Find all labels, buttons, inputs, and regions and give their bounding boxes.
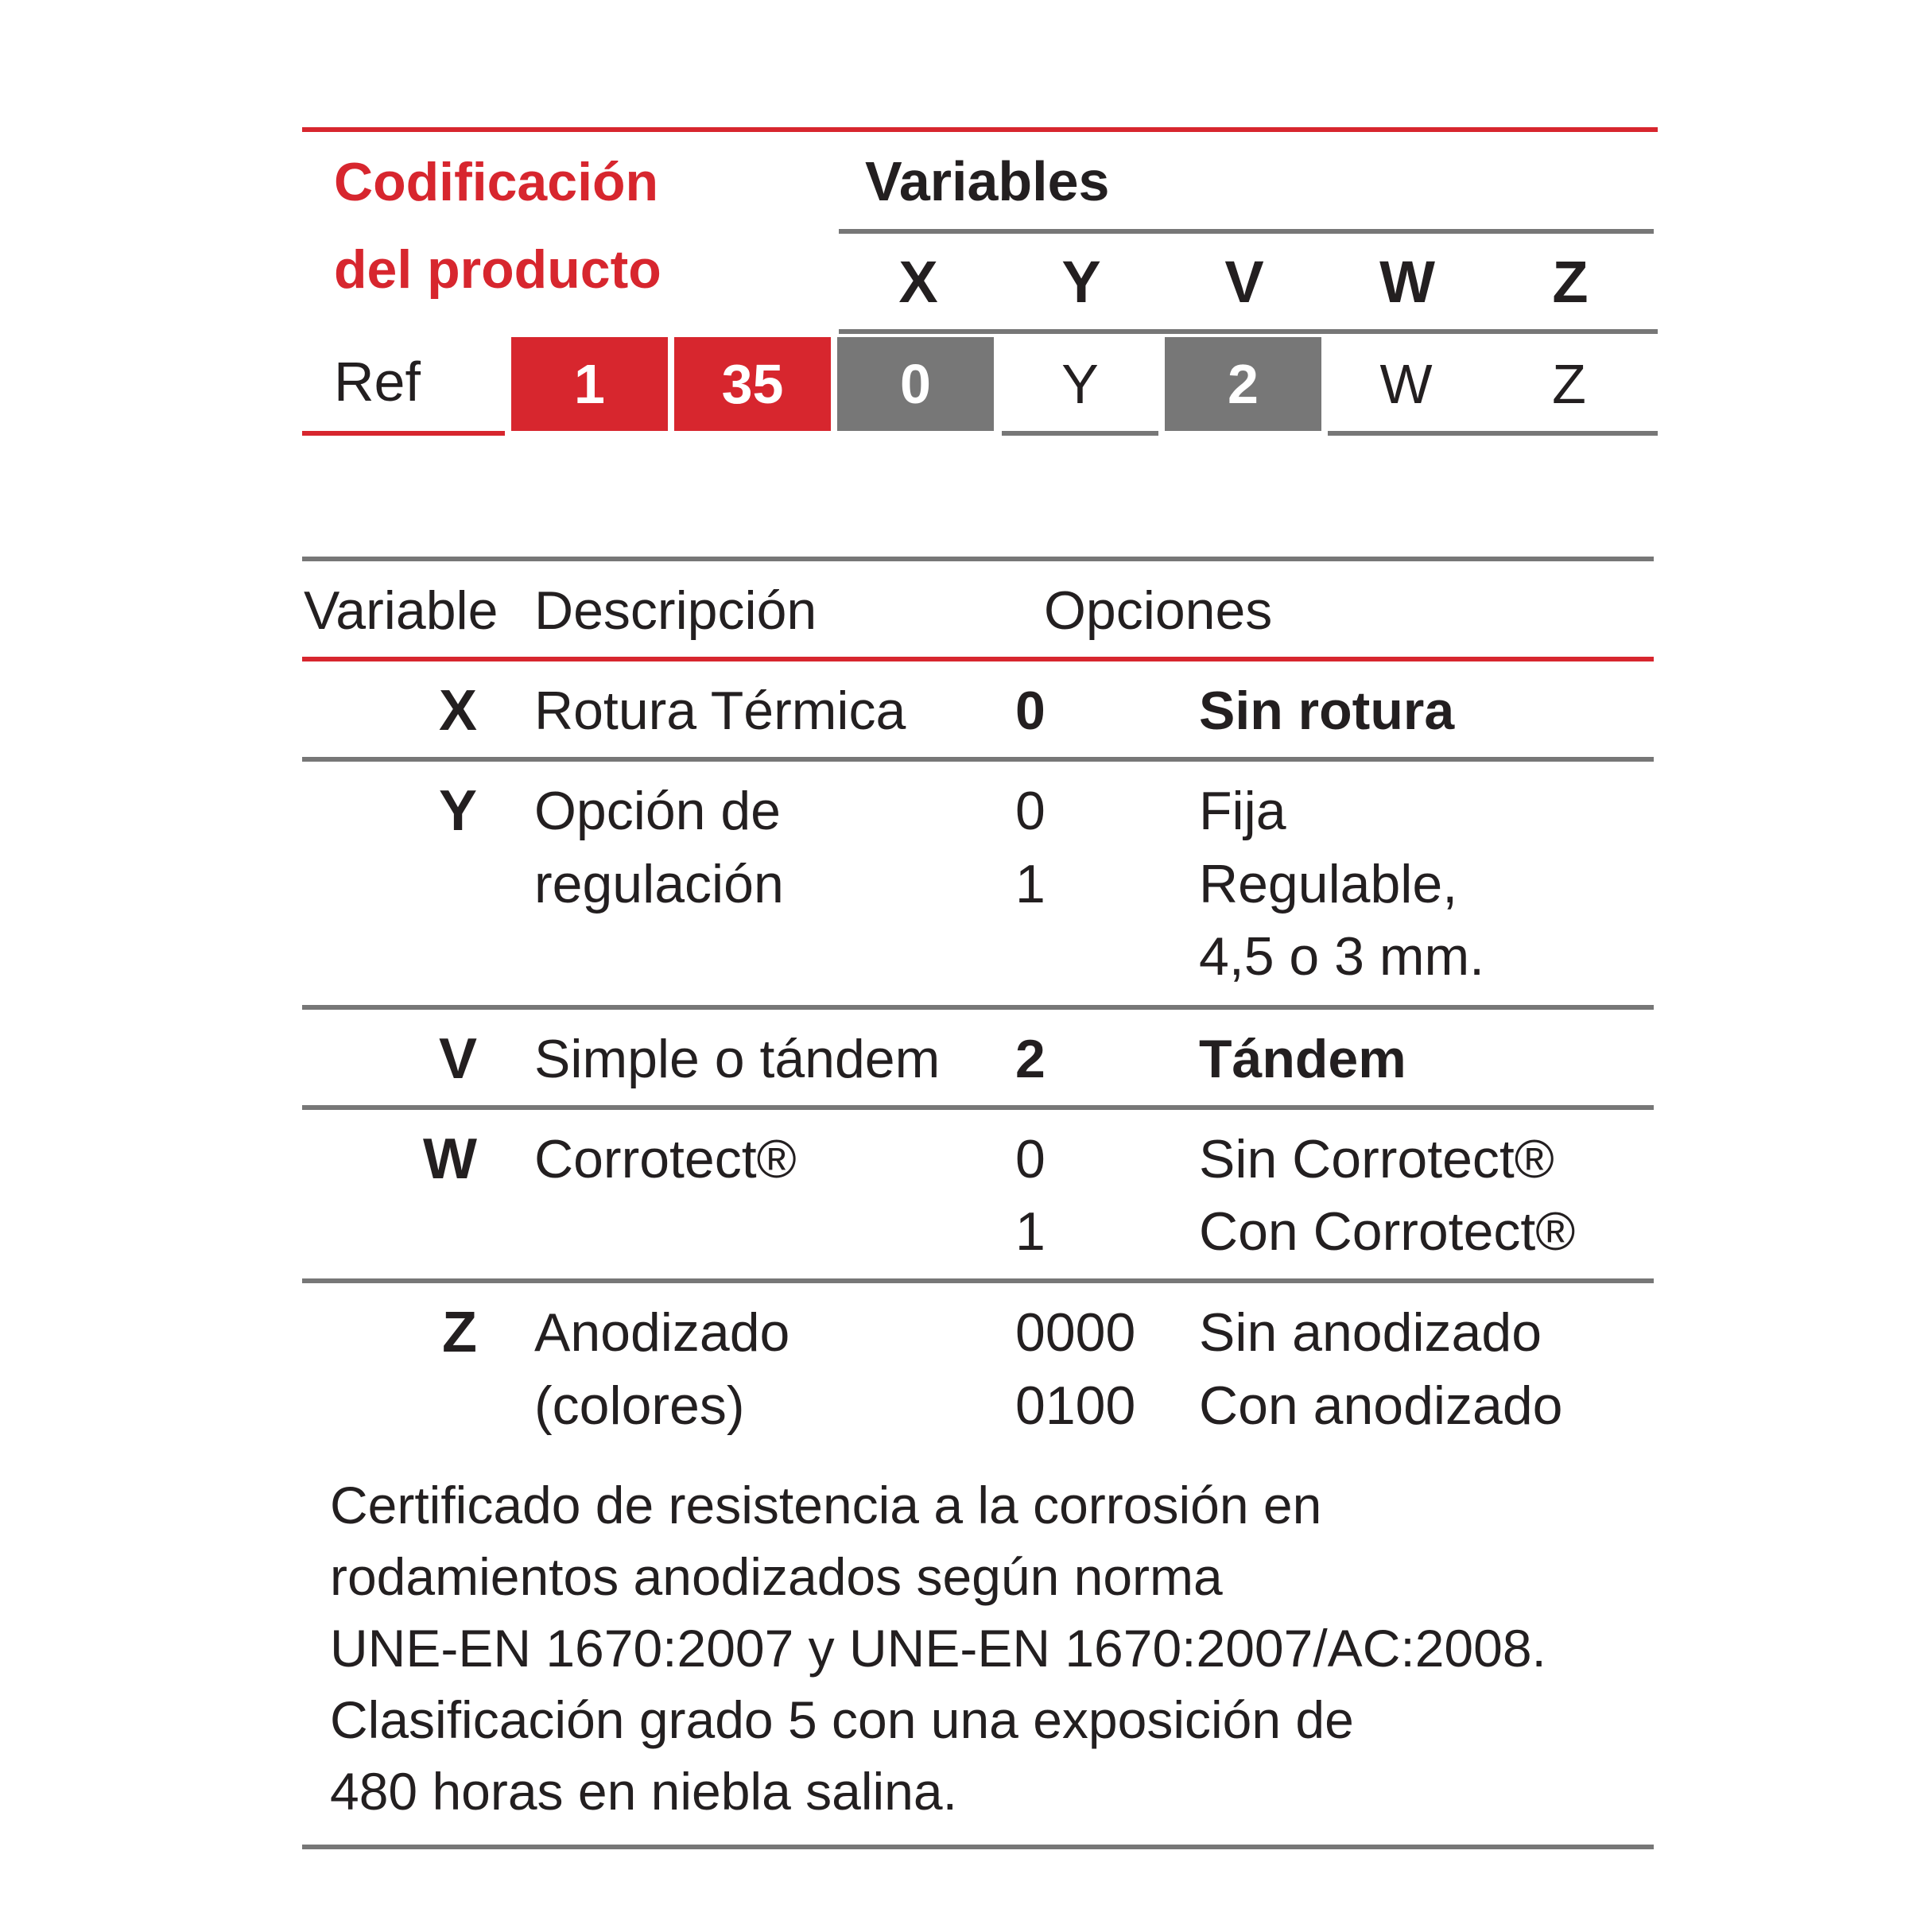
- code-cell-v: 2: [1165, 337, 1321, 431]
- code-cell-series: 1: [511, 337, 668, 431]
- note-line-5: 480 horas en niebla salina.: [330, 1762, 957, 1821]
- code-cell-x: 0: [837, 337, 994, 431]
- row-w-rule: [302, 1278, 1654, 1283]
- row-y-variable: Y: [438, 779, 477, 843]
- row-x-code: 0: [1015, 681, 1046, 741]
- variable-letter-x: X: [898, 249, 938, 315]
- coding-title-line2: del producto: [334, 239, 661, 300]
- row-v-option: Tándem: [1199, 1029, 1406, 1089]
- row-w-code-2: 1: [1015, 1201, 1046, 1262]
- note-line-1: Certificado de resistencia a la corrosión en: [330, 1476, 1322, 1534]
- note-line-4: Clasificación grado 5 con una exposición de: [330, 1690, 1354, 1749]
- note-line-2: rodamientos anodizados según norma: [330, 1547, 1223, 1606]
- variables-heading: Variables: [865, 150, 1110, 212]
- row-y-option-3: 4,5 o 3 mm.: [1199, 926, 1485, 987]
- row-z-option-2: Con anodizado: [1199, 1375, 1563, 1436]
- code-cell-size: 35: [674, 337, 831, 431]
- variable-letter-v: V: [1224, 249, 1264, 315]
- row-v-rule: [302, 1105, 1654, 1110]
- row-z-option-1: Sin anodizado: [1199, 1302, 1542, 1363]
- ref-label: Ref: [334, 351, 421, 413]
- row-x-description: Rotura Térmica: [534, 681, 906, 741]
- letters-rule: [839, 329, 1658, 334]
- row-v-code: 2: [1015, 1029, 1046, 1089]
- variables-rule: [839, 229, 1654, 234]
- header-rule: [302, 657, 1654, 661]
- code-cell-z: Z: [1552, 353, 1586, 415]
- row-y-option-2: Regulable,: [1199, 854, 1458, 914]
- ref-underline: [302, 431, 505, 436]
- row-w-variable: W: [423, 1127, 477, 1191]
- variable-letter-w: W: [1379, 249, 1435, 315]
- header-variable: Variable: [304, 580, 499, 641]
- row-v-variable: V: [438, 1027, 477, 1091]
- row-w-code-1: 0: [1015, 1129, 1046, 1189]
- row-w-option-1: Sin Corrotect®: [1199, 1129, 1554, 1189]
- code-cell-w: W: [1379, 353, 1433, 415]
- note-line-3: UNE-EN 1670:2007 y UNE-EN 1670:2007/AC:2008.: [330, 1619, 1546, 1678]
- row-x-option: Sin rotura: [1199, 681, 1455, 741]
- table-top-rule: [302, 557, 1654, 561]
- row-y-description-2: regulación: [534, 854, 784, 914]
- top-rule: [302, 127, 1658, 132]
- row-z-code-1: 0000: [1015, 1302, 1136, 1363]
- row-y-rule: [302, 1005, 1654, 1010]
- variable-letter-z: Z: [1552, 249, 1589, 315]
- header-options: Opciones: [1044, 580, 1273, 641]
- bottom-rule: [302, 1845, 1654, 1849]
- row-y-description-1: Opción de: [534, 781, 781, 841]
- row-y-code-1: 0: [1015, 781, 1046, 841]
- code-cell-wz-underline: [1328, 431, 1658, 436]
- row-y-code-2: 1: [1015, 854, 1046, 914]
- row-z-description-1: Anodizado: [534, 1302, 790, 1363]
- code-cell-y: Y: [1061, 353, 1099, 415]
- row-z-code-2: 0100: [1015, 1375, 1136, 1436]
- variable-letter-y: Y: [1061, 249, 1101, 315]
- row-v-description: Simple o tándem: [534, 1029, 941, 1089]
- row-x-rule: [302, 757, 1654, 762]
- row-x-variable: X: [438, 679, 477, 743]
- row-z-description-2: (colores): [534, 1375, 745, 1436]
- row-z-variable: Z: [442, 1301, 477, 1364]
- row-y-option-1: Fija: [1199, 781, 1286, 841]
- row-w-description: Corrotect®: [534, 1129, 797, 1189]
- code-cell-y-underline: [1002, 431, 1158, 436]
- row-w-option-2: Con Corrotect®: [1199, 1201, 1576, 1262]
- coding-title-line1: Codificación: [334, 152, 659, 212]
- header-description: Descripción: [534, 580, 817, 641]
